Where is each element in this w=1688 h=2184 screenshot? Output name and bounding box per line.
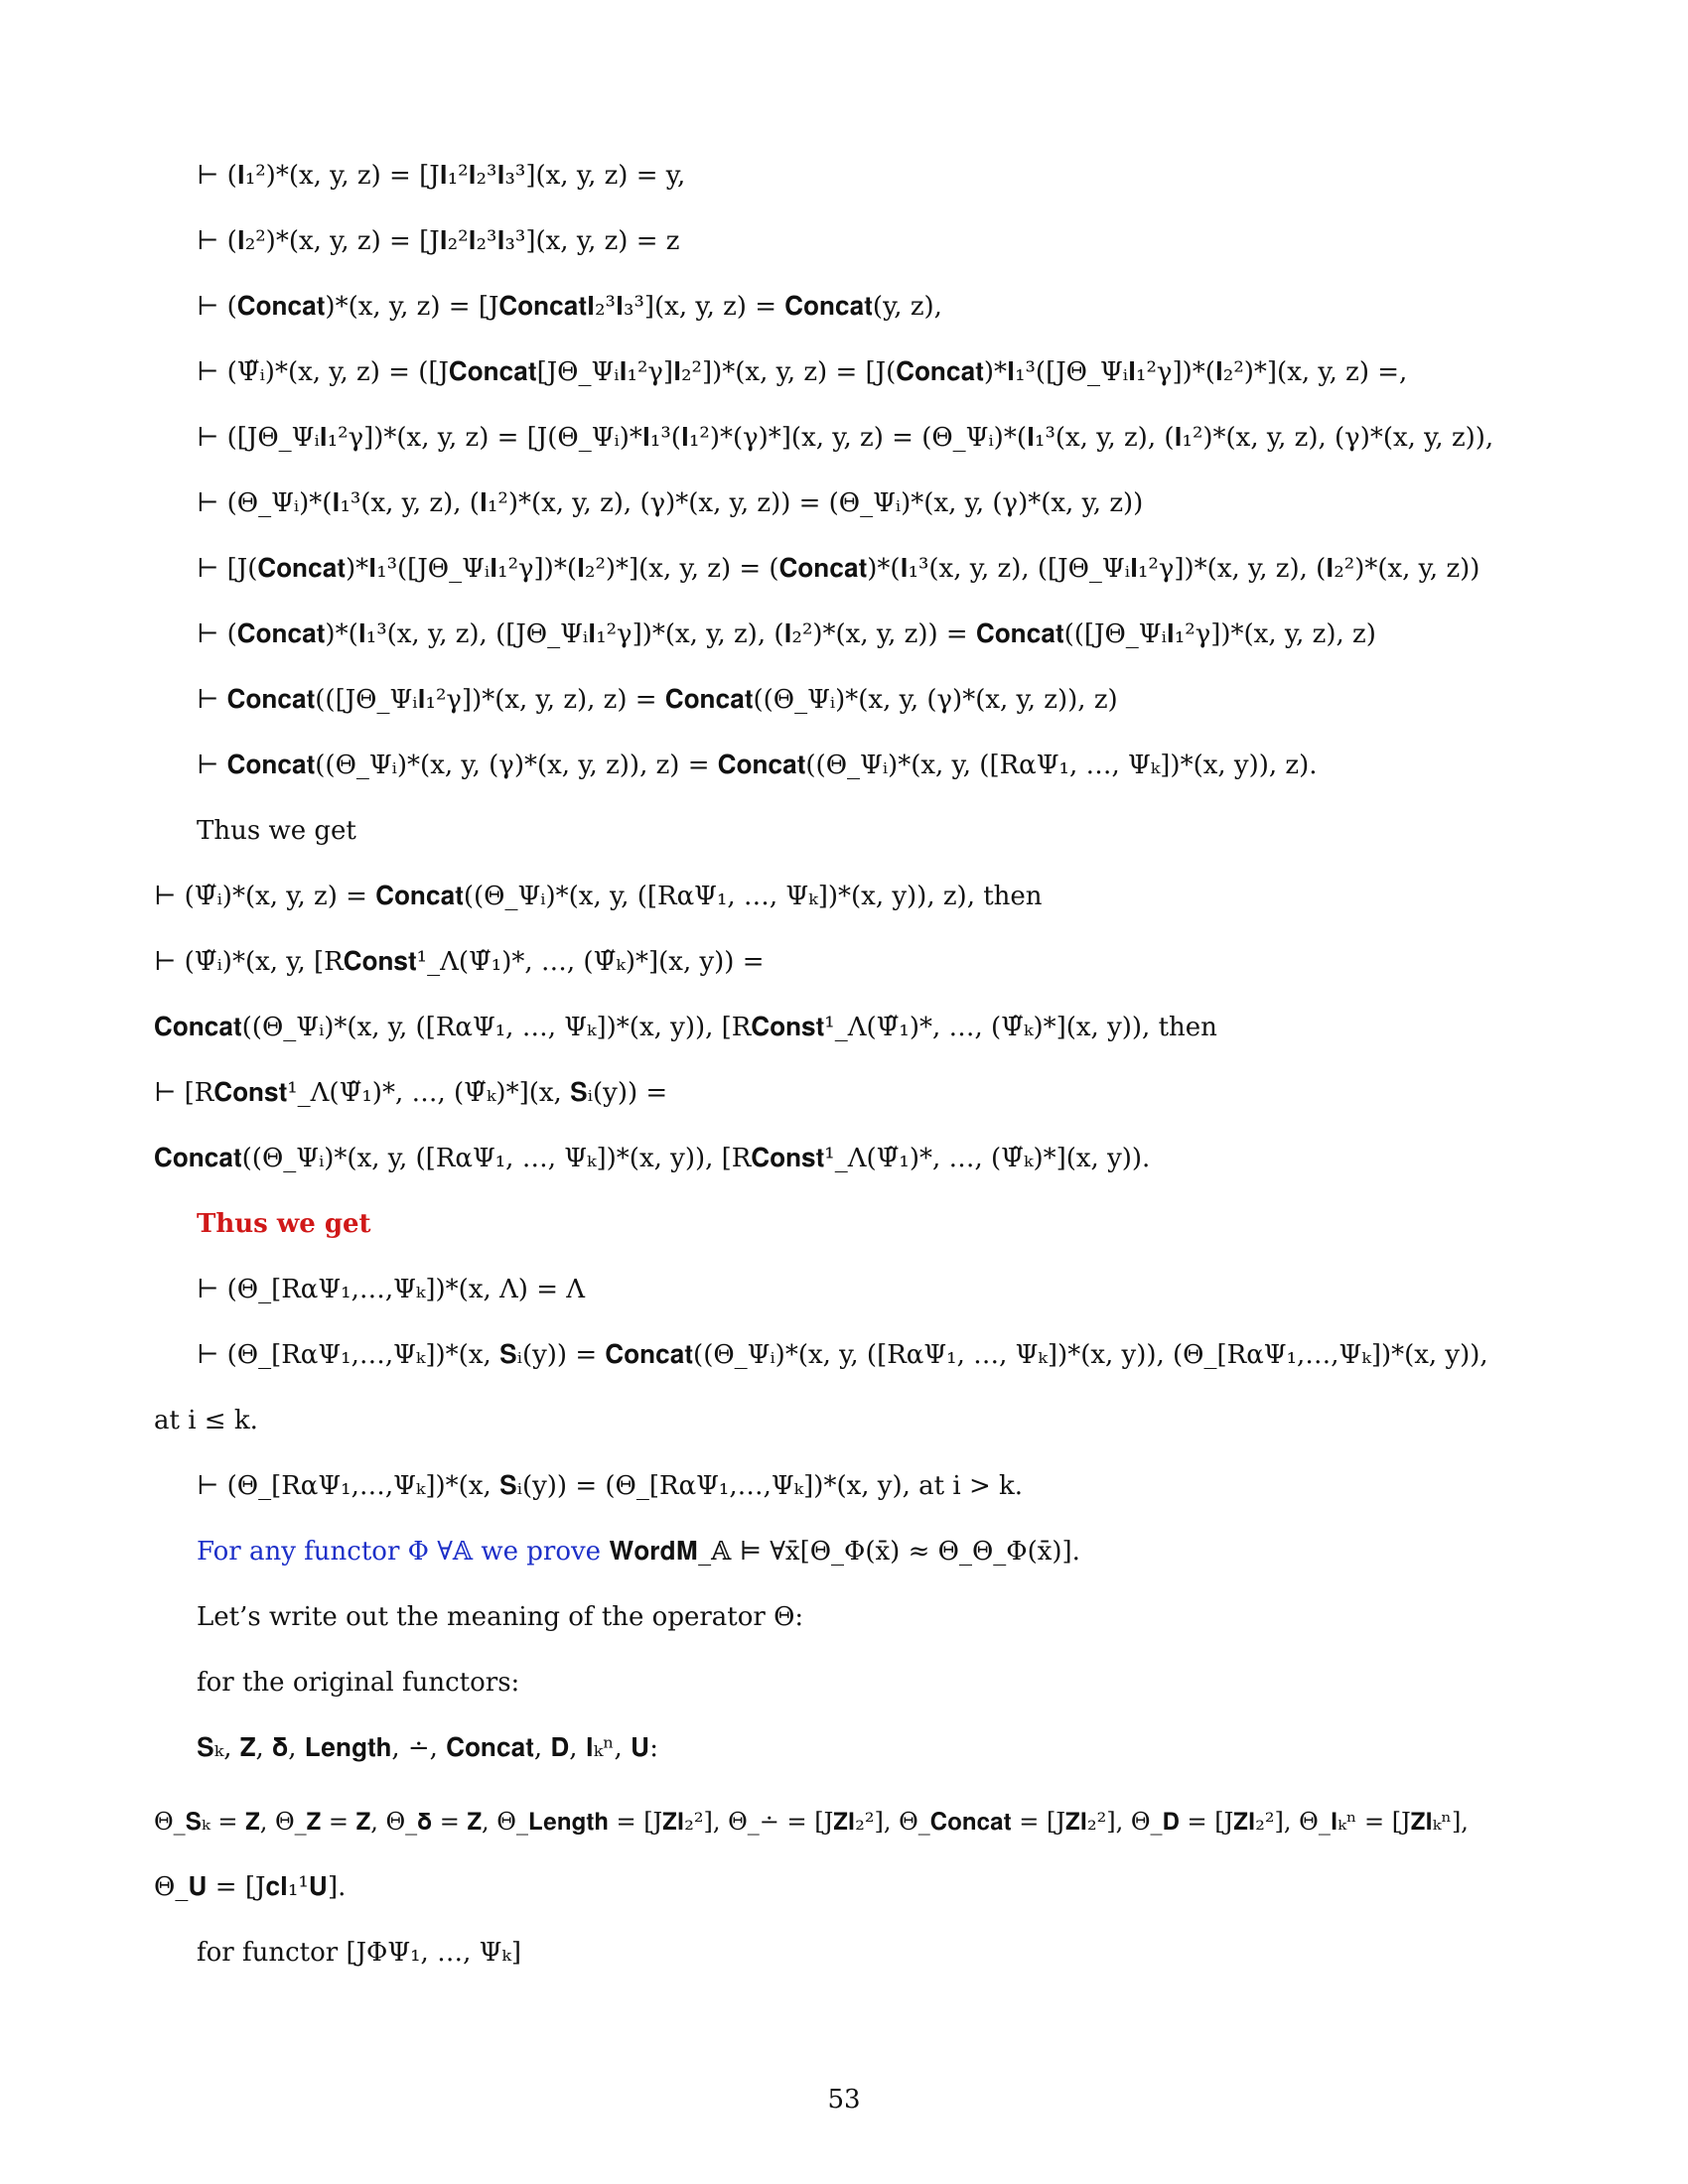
text-line: for the original functors:	[197, 1668, 520, 1698]
equation-line: 𝐒ₖ, 𝐙, 𝛅, 𝐋𝐞𝐧𝐠𝐭𝐡, ∸, 𝐂𝐨𝐧𝐜𝐚𝐭, 𝐃, 𝐈ₖⁿ, 𝐔:	[197, 1733, 659, 1763]
equation-line: ⊢ 𝐂𝐨𝐧𝐜𝐚𝐭((Θ_Ψᵢ)*(x, y, (γ)*(x, y, z)), z) = 𝐂𝐨𝐧𝐜𝐚𝐭((Θ_Ψᵢ)*(x, y, ([RαΨ₁, …, Ψₖ])*(x, y)), z).	[197, 751, 1318, 780]
equation-line: ⊢ (Θ_[RαΨ₁,…,Ψₖ])*(x, 𝐒ᵢ(y)) = 𝐂𝐨𝐧𝐜𝐚𝐭((Θ_Ψᵢ)*(x, y, ([RαΨ₁, …, Ψₖ])*(x, y)), (Θ_[RαΨ₁,…,Ψₖ])*(x, y)),	[197, 1340, 1488, 1370]
equation-line: ⊢ (𝐈₁²)*(x, y, z) = [J𝐈₁²𝐈₂³𝐈₃³](x, y, z) = y,	[197, 161, 686, 191]
equation-line: ⊢ (Θ_[RαΨ₁,…,Ψₖ])*(x, 𝐒ᵢ(y)) = (Θ_[RαΨ₁,…,Ψₖ])*(x, y), at i > k.	[197, 1471, 1024, 1501]
statement-formula: 𝐖𝐨𝐫𝐝𝐌_𝔸 ⊨ ∀x̄[Θ_Φ(x̄) ≈ Θ_Θ_Φ(x̄)].	[609, 1537, 1080, 1567]
text-line: for functor [JΦΨ₁, …, Ψₖ]	[197, 1938, 522, 1968]
equation-line: ⊢ [R𝐂𝐨𝐧𝐬𝐭¹_Λ(Ψ̃₁)*, …, (Ψ̃ₖ)*](x, 𝐒ᵢ(y)) =	[154, 1078, 668, 1108]
equation-line: ⊢ (𝐂𝐨𝐧𝐜𝐚𝐭)*(x, y, z) = [J𝐂𝐨𝐧𝐜𝐚𝐭𝐈₂³𝐈₃³](x, y, z) = 𝐂𝐨𝐧𝐜𝐚𝐭(y, z),	[197, 292, 942, 322]
equation-line: ⊢ (𝐈₂²)*(x, y, z) = [J𝐈₂²𝐈₂³𝐈₃³](x, y, z) = z	[197, 226, 680, 256]
equation-line: ⊢ ([JΘ_Ψᵢ𝐈₁²γ])*(x, y, z) = [J(Θ_Ψᵢ)*𝐈₁³(𝐈₁²)*(γ)*](x, y, z) = (Θ_Ψᵢ)*(𝐈₁³(x, y, z), (𝐈₁²)*(x, y, z), (γ)*(x, y, z)),	[197, 423, 1494, 453]
text-line: Thus we get	[197, 816, 356, 846]
page-number: 53	[827, 2085, 861, 2115]
equation-line: 𝐂𝐨𝐧𝐜𝐚𝐭((Θ_Ψᵢ)*(x, y, ([RαΨ₁, …, Ψₖ])*(x, y)), [R𝐂𝐨𝐧𝐬𝐭¹_Λ(Ψ̃₁)*, …, (Ψ̃ₖ)*](x, y)), then	[154, 1013, 1217, 1042]
equation-line: ⊢ (Ψ̃ᵢ)*(x, y, z) = 𝐂𝐨𝐧𝐜𝐚𝐭((Θ_Ψᵢ)*(x, y, ([RαΨ₁, …, Ψₖ])*(x, y)), z), then	[154, 882, 1043, 911]
text-line: Let’s write out the meaning of the operator Θ:	[197, 1602, 804, 1632]
equation-line: ⊢ [J(𝐂𝐨𝐧𝐜𝐚𝐭)*𝐈₁³([JΘ_Ψᵢ𝐈₁²γ])*(𝐈₂²)*](x, y, z) = (𝐂𝐨𝐧𝐜𝐚𝐭)*(𝐈₁³(x, y, z), ([JΘ_Ψᵢ𝐈₁²γ])*(x, y, z), (𝐈₂²)*(x, y, z))	[197, 554, 1480, 584]
text-line: at i ≤ k.	[154, 1406, 258, 1435]
equation-line: ⊢ (Ψ̃ᵢ)*(x, y, z) = ([J𝐂𝐨𝐧𝐜𝐚𝐭[JΘ_Ψᵢ𝐈₁²γ]𝐈₂²])*(x, y, z) = [J(𝐂𝐨𝐧𝐜𝐚𝐭)*𝐈₁³([JΘ_Ψᵢ𝐈₁²γ])*(𝐈₂²)*](x, y, z) =,	[197, 357, 1408, 387]
equation-line: ⊢ (Θ_[RαΨ₁,…,Ψₖ])*(x, Λ) = Λ	[197, 1275, 586, 1304]
equation-line: ⊢ (𝐂𝐨𝐧𝐜𝐚𝐭)*(𝐈₁³(x, y, z), ([JΘ_Ψᵢ𝐈₁²γ])*(x, y, z), (𝐈₂²)*(x, y, z)) = 𝐂𝐨𝐧𝐜𝐚𝐭(([JΘ_Ψᵢ𝐈₁²γ])*(x, y, z), z)	[197, 619, 1376, 649]
equation-line: ⊢ (Ψ̃ᵢ)*(x, y, [R𝐂𝐨𝐧𝐬𝐭¹_Λ(Ψ̃₁)*, …, (Ψ̃ₖ)*](x, y)) =	[154, 947, 765, 977]
equation-line: ⊢ 𝐂𝐨𝐧𝐜𝐚𝐭(([JΘ_Ψᵢ𝐈₁²γ])*(x, y, z), z) = 𝐂𝐨𝐧𝐜𝐚𝐭((Θ_Ψᵢ)*(x, y, (γ)*(x, y, z)), z)	[197, 685, 1118, 715]
statement-line	[197, 1535, 1080, 1569]
statement-highlight: For any functor Φ ∀𝔸 we prove	[197, 1537, 602, 1567]
equation-line: Θ_𝐔 = [J𝐜𝐈₁¹𝐔].	[154, 1872, 347, 1902]
equation-line: 𝐂𝐨𝐧𝐜𝐚𝐭((Θ_Ψᵢ)*(x, y, ([RαΨ₁, …, Ψₖ])*(x, y)), [R𝐂𝐨𝐧𝐬𝐭¹_Λ(Ψ̃₁)*, …, (Ψ̃ₖ)*](x, y)).	[154, 1144, 1151, 1173]
highlighted-heading: Thus we get	[197, 1209, 371, 1239]
equation-line: ⊢ (Θ_Ψᵢ)*(𝐈₁³(x, y, z), (𝐈₁²)*(x, y, z), (γ)*(x, y, z)) = (Θ_Ψᵢ)*(x, y, (γ)*(x, y, z))	[197, 488, 1144, 518]
equation-line: Θ_𝐒ₖ = 𝐙, Θ_𝐙 = 𝐙, Θ_𝛅 = 𝐙, Θ_𝐋𝐞𝐧𝐠𝐭𝐡 = [J𝐙𝐈₂²], Θ_∸ = [J𝐙𝐈₂²], Θ_𝐂𝐨𝐧𝐜𝐚𝐭 = [J𝐙𝐈₂²], Θ_𝐃 = [J𝐙𝐈₂²], Θ_𝐈ₖⁿ = [J𝐙𝐈ₖⁿ],	[154, 1808, 1469, 1836]
